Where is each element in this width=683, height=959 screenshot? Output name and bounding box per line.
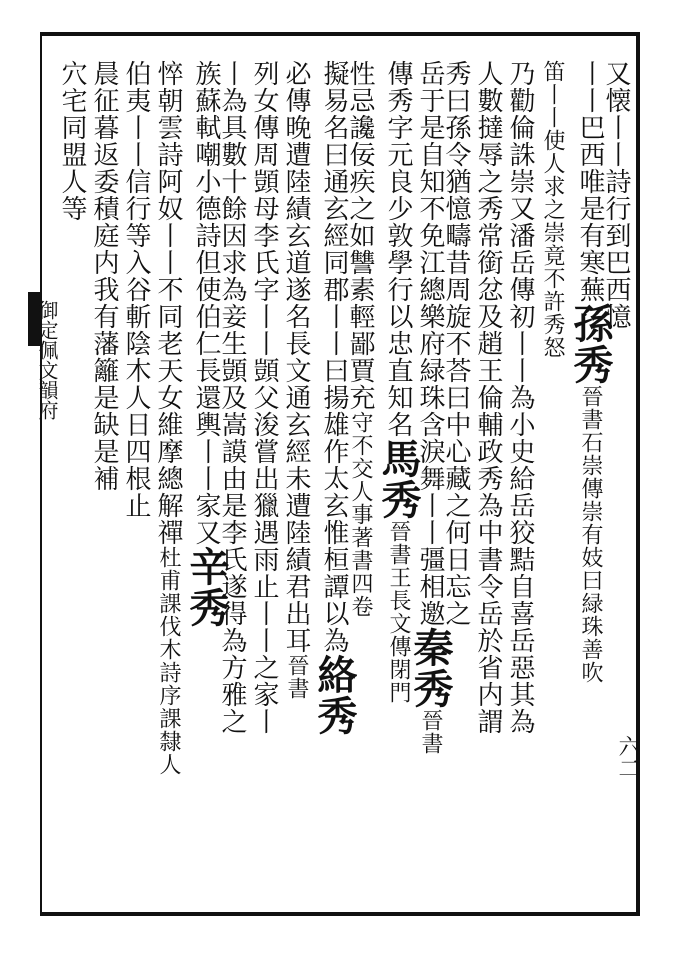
left-border-rule [40,32,42,916]
body-text: 丨為具數十餘因求為妾生顗及嵩謨由是李氏遂得為方雅之 [217,60,247,735]
text-column [120,60,152,519]
annotation-text: 守不交人事著書四卷 [348,411,373,618]
text-column [568,60,612,684]
text-column [504,60,536,735]
body-text: 秀曰孫令猶憶疇昔周旋不荅曰中心藏之何日忘之 [441,60,471,627]
entry-heading: 秦秀 [407,627,454,709]
body-text: 性忌讒佞疾之如讐素輕鄙賈充 [345,60,375,411]
body-text: 岳于是自知不免江總樂府緑珠含淚舞丨丨彊相邀 [415,60,445,627]
text-column [280,60,312,700]
annotation-text: 晉書石崇傳崇有妓曰緑珠善吹 [578,385,603,684]
text-column [376,60,420,704]
text-column [472,60,504,735]
annotation-text: 笛丨丨使人求之崇竟不許秀怒 [540,60,565,359]
entry-heading: 馬秀 [375,438,422,520]
body-text: 丨丨巴西唯是有寒蕪 [575,60,605,303]
text-column [248,60,280,735]
body-text: 悴朝雲詩阿奴丨丨不同老天女維摩總解禪 [153,60,183,546]
body-text: 穴宅同盟人等 [57,60,87,222]
body-text: 乃勸倫誅崇又潘岳傳初丨丨為小史給岳狡黠自喜岳惡其為 [505,60,535,735]
annotation-text: 晉書 [284,654,309,700]
entry-heading: 辛秀 [183,546,230,628]
text-column [88,60,120,492]
body-text: 又懐丨丨詩行到巴西憶 [601,60,631,330]
top-border-rule [40,32,640,36]
body-text: 列女傳周顗母李氏字丨丨顗父浚嘗出獵遇雨止丨丨之家丨 [249,60,279,735]
text-column [152,60,184,776]
right-border-rule [636,32,640,916]
entry-heading: 孫秀 [567,303,614,385]
bottom-border-rule [40,912,640,916]
text-column [56,60,88,222]
annotation-text: 晉書王長文傳閉門 [386,520,411,704]
body-text: 必傳晚遭陸績玄道遂名長文通玄經未遭陸績君出耳 [281,60,311,654]
page-number: 六二 [615,735,640,779]
body-text: 族蘇軾嘲小德詩但使伯仁長還輿丨丨家又 [191,60,221,546]
margin-book-title: 御定佩文韻府 [35,300,59,420]
body-text: 擬易名曰通玄經同郡丨丨曰揚雄作太玄惟桓譚以為 [319,60,349,654]
text-column [312,60,356,736]
text-column [184,60,228,628]
body-text: 晨征暮返委積庭内我有藩籬是缺是補 [89,60,119,492]
text-column [536,60,568,359]
body-text: 傳秀字元良少敦學行以忠直知名 [383,60,413,438]
annotation-text: 杜甫課伐木詩序課隸人 [156,546,181,776]
annotation-text: 晉書 [418,709,443,755]
entry-heading: 絡秀 [311,654,358,736]
body-text: 伯夷丨丨信行等入谷斬陰木人日四根止 [121,60,151,519]
body-text: 人數撻辱之秀常銜忿及趙王倫輔政秀為中書令岳於省内謂 [473,60,503,735]
